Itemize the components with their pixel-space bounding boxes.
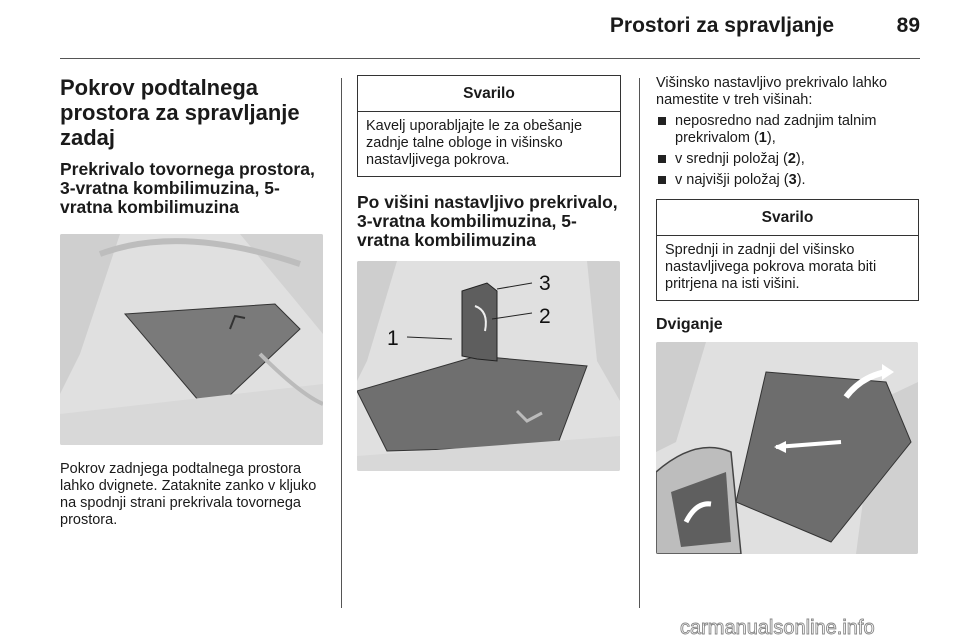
column-divider — [341, 78, 342, 608]
subtitle: Po višini nastavljivo prekrivalo, 3-vratna kombilimuzina, 5-vratna kombilimuzina — [357, 192, 618, 250]
callout-2: 2 — [539, 305, 551, 328]
height-positions-list — [656, 113, 920, 189]
callout-3: 3 — [539, 272, 551, 295]
subtitle: Prekrivalo tovornega prostora, 3-vratna kombilimuzina, 5-vratna kombilimuzina — [60, 159, 315, 217]
header-rule — [60, 58, 920, 59]
figure-cargo-cover — [60, 234, 323, 445]
svg-text:carmanualsonline.info: carmanualsonline.info — [680, 617, 875, 639]
page-number: 89 — [896, 14, 920, 37]
section-title: Pokrov podtalnega prostora za spravljanje zadaj — [60, 75, 300, 150]
adjustable-cover-illustration — [357, 261, 620, 471]
warning-title: Svarilo — [358, 76, 620, 112]
bullet-icon — [658, 117, 666, 125]
warning-box — [656, 199, 919, 301]
header-title: Prostori za spravljanje — [609, 14, 834, 37]
column-1 — [60, 75, 325, 529]
warning-text: Sprednji in zadnji del višinsko nastavljivega pokrova morata biti pritrjena na isti višini. — [665, 242, 877, 292]
warning-box — [357, 75, 621, 177]
figure-lifting-cover — [656, 342, 918, 554]
callout-1: 1 — [387, 327, 399, 350]
lifting-cover-illustration — [656, 342, 918, 554]
column-divider — [639, 78, 640, 608]
intro-text: Višinsko nastavljivo prekrivalo lahko namestite v treh višinah: — [656, 75, 888, 108]
warning-text: Kavelj uporabljajte le za obešanje zadnje talne obloge in višinsko nastavljivega pokrova. — [366, 118, 583, 168]
bullet-icon — [658, 155, 666, 163]
subtitle: Dviganje — [656, 316, 723, 333]
bullet-icon — [658, 176, 666, 184]
column-2 — [357, 75, 622, 471]
list-item: v najvišji položaj (3). — [656, 172, 920, 189]
figure-height-adjustable-cover — [357, 261, 620, 471]
watermark — [680, 612, 940, 642]
body-text: Pokrov zadnjega podtalnega prostora lahko dvignete. Zataknite zanko v kljuko na spodnji strani prekrivala tovornega prostora. — [60, 461, 317, 528]
list-item: neposredno nad zadnjim talnim prekrivalom (1), — [656, 113, 920, 147]
list-item: v srednji položaj (2), — [656, 151, 920, 168]
column-3 — [656, 75, 920, 554]
cargo-cover-illustration — [60, 234, 323, 445]
warning-title: Svarilo — [657, 200, 918, 236]
